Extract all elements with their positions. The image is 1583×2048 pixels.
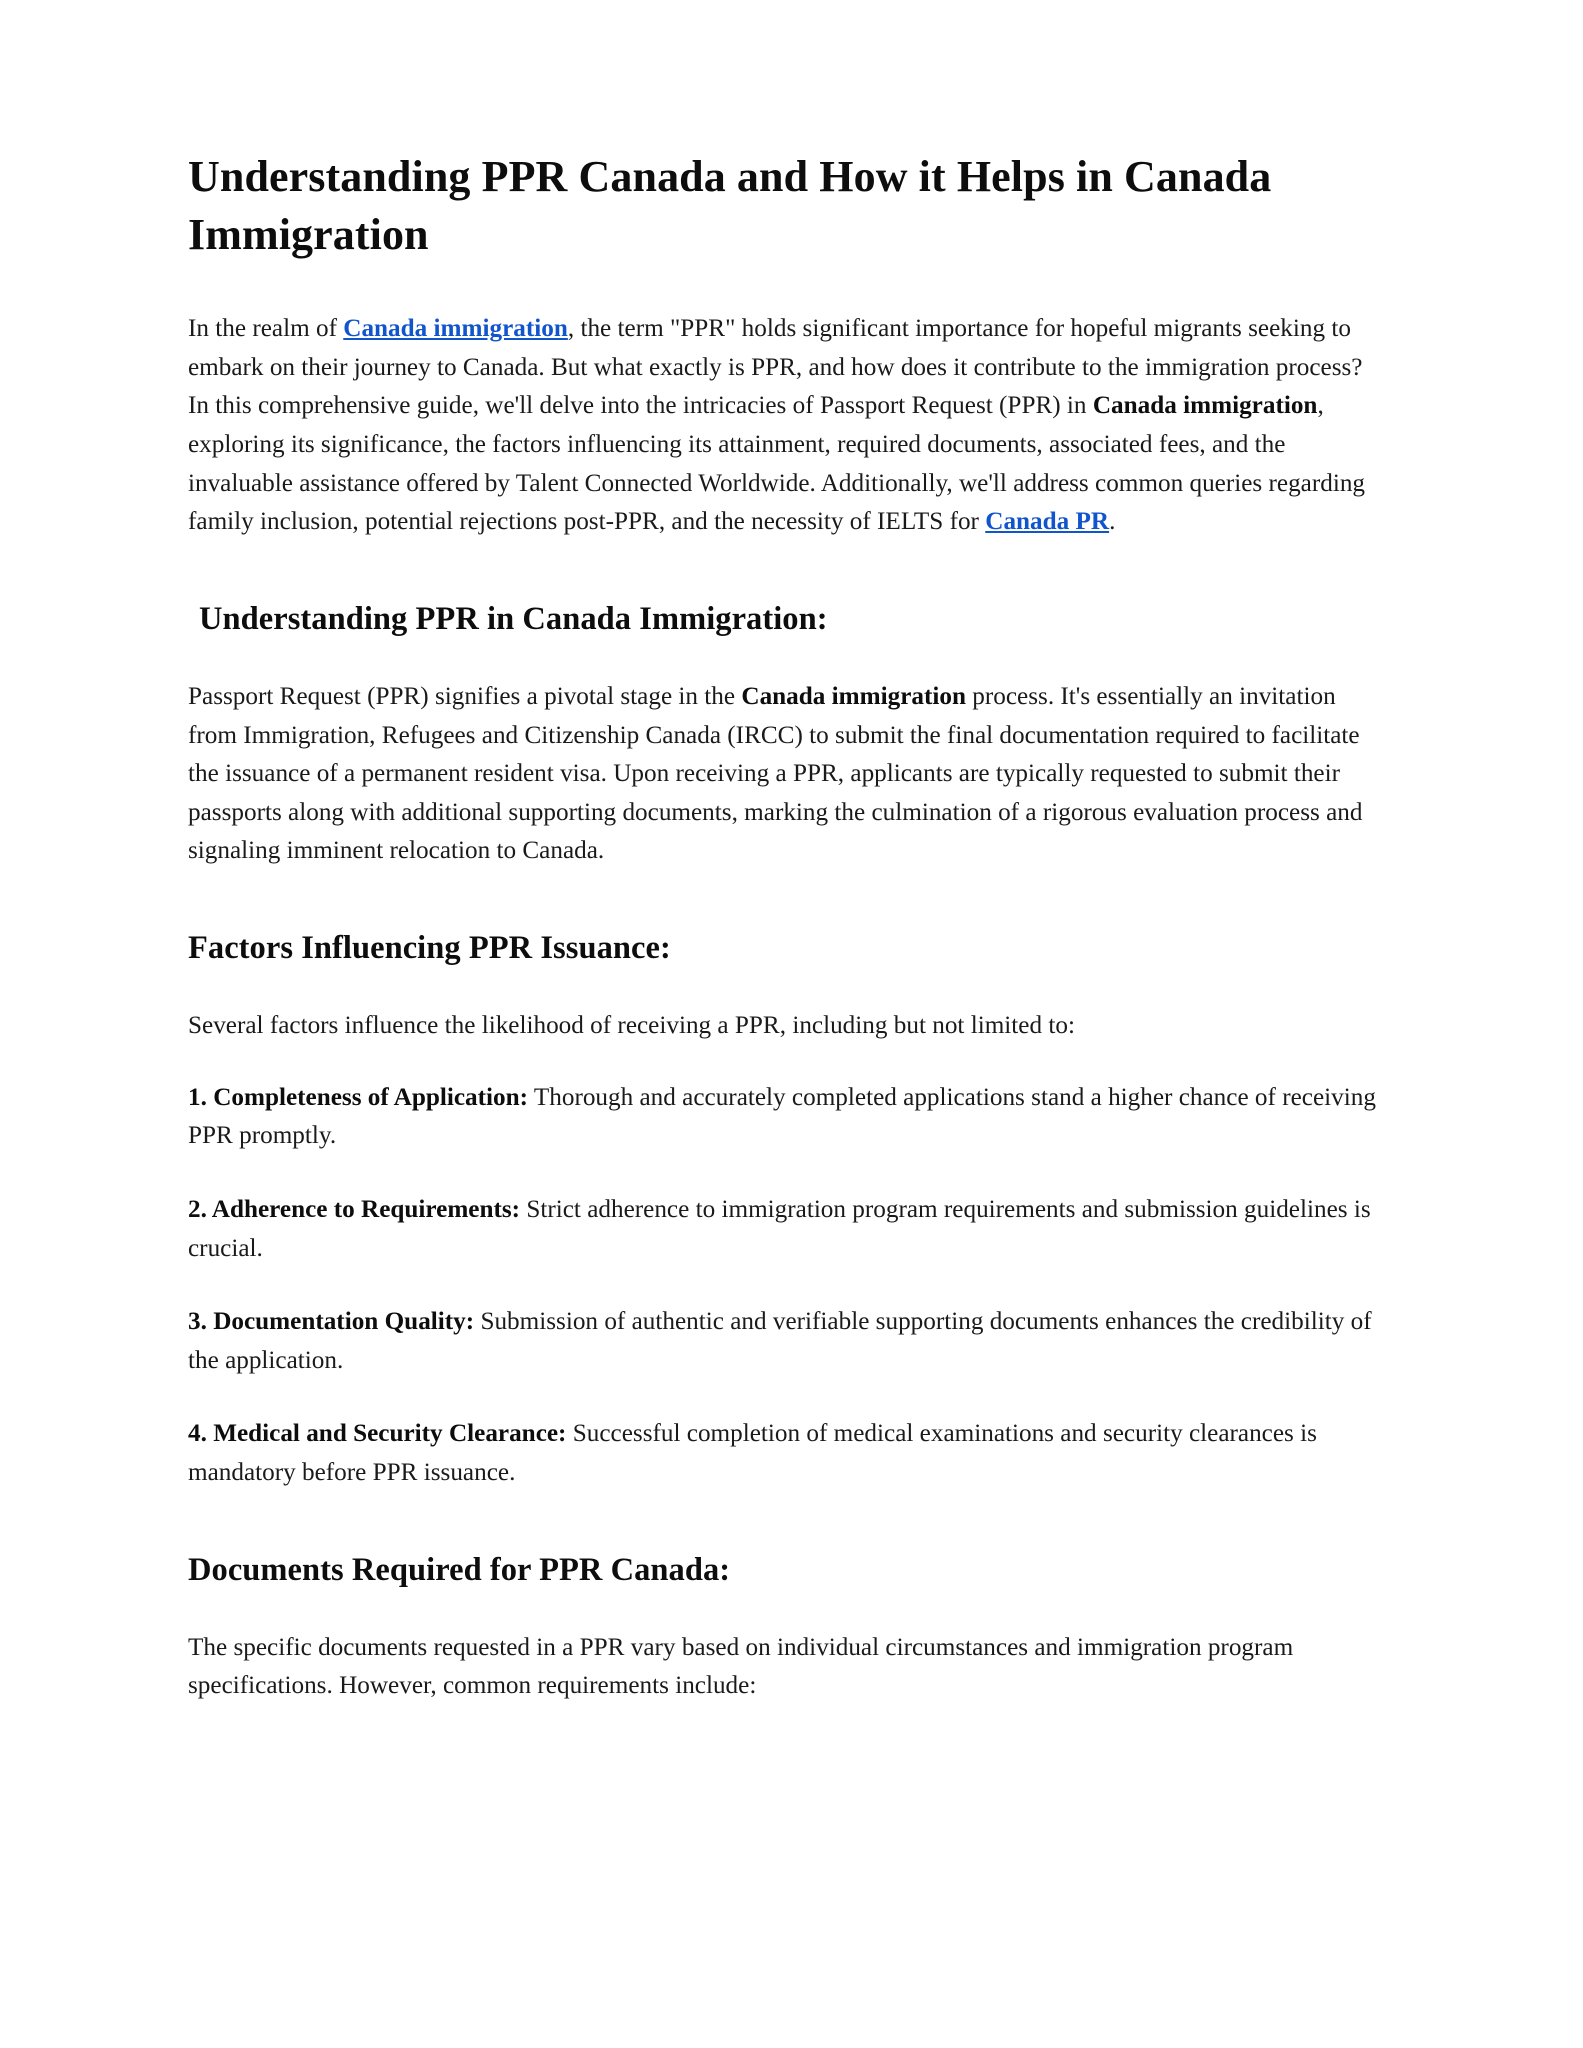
intro-text-segment-3: , exploring its significance, the factors influencing its attainment, required documents, associated fees, and the invaluable assistance offered by Talent Connected Worldwide. Additionally, we'll address common queries regarding family inclusion, potential rejections post-PPR, and the necessity of IELTS for — [188, 392, 1366, 536]
list-item-text: Submission of authentic and verifiable supporting documents enhances the credibility of the application. — [188, 1308, 1372, 1374]
list-item-lead-in: 3. Documentation Quality: — [188, 1308, 475, 1336]
heading-block-factors — [188, 927, 1378, 969]
intro-text-segment-4: . — [1109, 508, 1116, 536]
intro-text-segment-1: In the realm of — [188, 315, 344, 343]
list-item — [188, 1191, 1378, 1268]
document-content — [188, 148, 1378, 1706]
understanding-text-segment-2: process. It's essentially an invitation from Immigration, Refugees and Citizenship Canada (IRCC) to submit the final documentation required to facilitate the issuance of a permanent resident visa. Upon receiving a PPR, applicants are typically requested to submit their passports along with additional supporting documents, marking the culmination of a rigorous evaluation process and signaling imminent relocation to Canada. — [188, 682, 1363, 865]
heading-block-documents — [188, 1549, 1378, 1591]
list-item-text: Successful completion of medical examinations and security clearances is mandatory before PPR issuance. — [188, 1420, 1317, 1486]
documents-intro-paragraph: The specific documents requested in a PPR vary based on individual circumstances and immigration program specifications. However, common requirements include: — [188, 1633, 1294, 1700]
list-item — [188, 1415, 1378, 1492]
section-heading-understanding-ppr: Understanding PPR in Canada Immigration: — [199, 600, 828, 637]
canada-immigration-link[interactable]: Canada immigration — [343, 315, 568, 343]
canada-pr-link[interactable]: Canada PR — [985, 508, 1110, 536]
list-item-lead-in: 1. Completeness of Application: — [188, 1083, 529, 1111]
understanding-paragraph — [188, 678, 1378, 871]
list-item-lead-in: 2. Adherence to Requirements: — [188, 1195, 521, 1223]
list-item-lead-in: 4. Medical and Security Clearance: — [188, 1420, 567, 1448]
understanding-text-segment-1: Passport Request (PPR) signifies a pivotal stage in the — [188, 682, 742, 710]
page-title: Understanding PPR Canada and How it Helps in Canada Immigration — [188, 152, 1272, 260]
section-heading-documents-required: Documents Required for PPR Canada: — [188, 1551, 731, 1588]
list-item — [188, 1303, 1378, 1380]
canada-immigration-bold-2: Canada immigration — [741, 682, 966, 710]
factors-intro-paragraph: Several factors influence the likelihood of receiving a PPR, including but not limited to: — [188, 1012, 1075, 1040]
list-item — [188, 1079, 1378, 1156]
canada-immigration-bold: Canada immigration — [1092, 392, 1318, 420]
list-item-text: Strict adherence to immigration program requirements and submission guidelines is crucial. — [188, 1195, 1371, 1262]
heading-block-understanding — [188, 598, 1378, 640]
intro-paragraph — [188, 310, 1378, 542]
section-heading-factors: Factors Influencing PPR Issuance: — [188, 929, 671, 966]
intro-text-segment-2: , the term "PPR" holds significant importance for hopeful migrants seeking to embark on their journey to Canada. But what exactly is PPR, and how does it contribute to the immigration process? In this comprehensive guide, we'll delve into the intricacies of Passport Request (PPR) in — [188, 315, 1363, 420]
list-item-text: Thorough and accurately completed applications stand a higher chance of receiving PPR promptly. — [188, 1083, 1376, 1150]
